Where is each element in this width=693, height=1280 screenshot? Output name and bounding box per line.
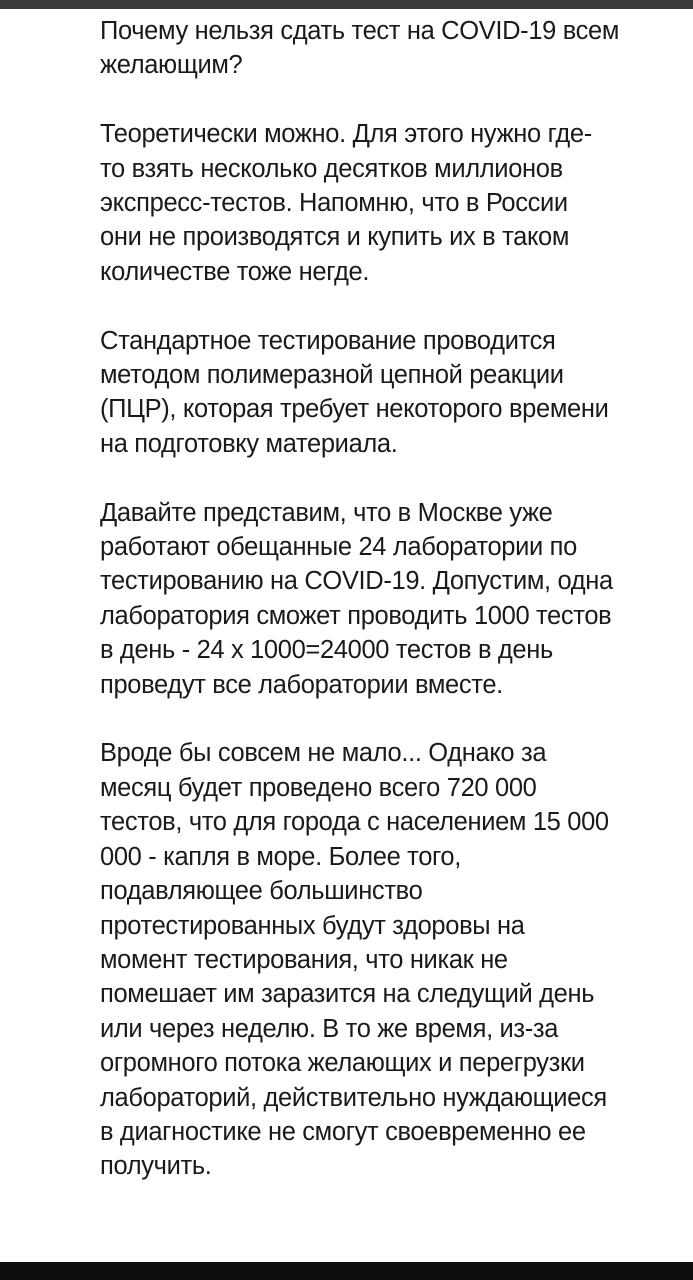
text-line: то взять несколько десятков миллионов [100, 154, 563, 183]
text-line: Давайте представим, что в Москве уже [100, 498, 553, 527]
text-line: лабораторий, действительно нуждающиеся [100, 1083, 607, 1112]
text-line: (ПЦР), которая требует некоторого времени [100, 395, 609, 424]
text-line: протестированных будут здоровы на [100, 911, 525, 940]
text-line: месяц будет проведено всего 720 000 [100, 773, 537, 802]
paragraph-pcr [100, 324, 693, 462]
text-line: Почему нельзя сдать тест на COVID-19 всем [100, 17, 620, 45]
text-line: проведут все лаборатории вместе. [100, 670, 503, 699]
text-line: огромного потока желающих и перегрузки [100, 1049, 585, 1078]
text-line: экспресс-тестов. Напомню, что в России [100, 189, 568, 218]
text-line: в день - 24 х 1000=24000 тестов в день [100, 636, 553, 665]
text-line: на подготовку материала. [100, 429, 398, 458]
text-line: они не производятся и купить их в таком [100, 223, 570, 252]
text-line: желающим? [100, 51, 243, 80]
text-line: Теоретически можно. Для этого нужно где- [100, 120, 592, 149]
text-line: тестированию на COVID-19. Допустим, одна [100, 567, 613, 596]
text-line: количестве тоже негде. [100, 257, 370, 286]
navigation-bar [0, 1262, 693, 1280]
paragraph-labs [100, 496, 693, 702]
text-line: лаборатория сможет проводить 1000 тестов [100, 601, 612, 630]
text-line: момент тестирования, что никак не [100, 945, 508, 974]
status-bar-strip [0, 0, 693, 9]
text-line: Стандартное тестирование проводится [100, 326, 556, 355]
text-line: или через неделю. В то же время, из-за [100, 1014, 559, 1043]
paragraph-conclusion [100, 736, 693, 1183]
text-line: методом полимеразной цепной реакции [100, 361, 564, 390]
message-text [100, 14, 693, 1184]
text-line: получить. [100, 1152, 212, 1181]
text-line: в диагностике не смогут своевременно ее [100, 1117, 586, 1146]
text-line: Вроде бы совсем не мало... Однако за [100, 739, 547, 768]
text-line: 000 - капля в море. Более того, [100, 842, 461, 871]
paragraph-theory [100, 117, 693, 289]
text-line: подавляющее большинство [100, 877, 423, 906]
text-line: помешает им заразится на следущий день [100, 980, 595, 1009]
paragraph-question [100, 14, 693, 83]
text-line: тестов, что для города с населением 15 000 [100, 808, 609, 837]
text-line: работают обещанные 24 лаборатории по [100, 533, 577, 562]
